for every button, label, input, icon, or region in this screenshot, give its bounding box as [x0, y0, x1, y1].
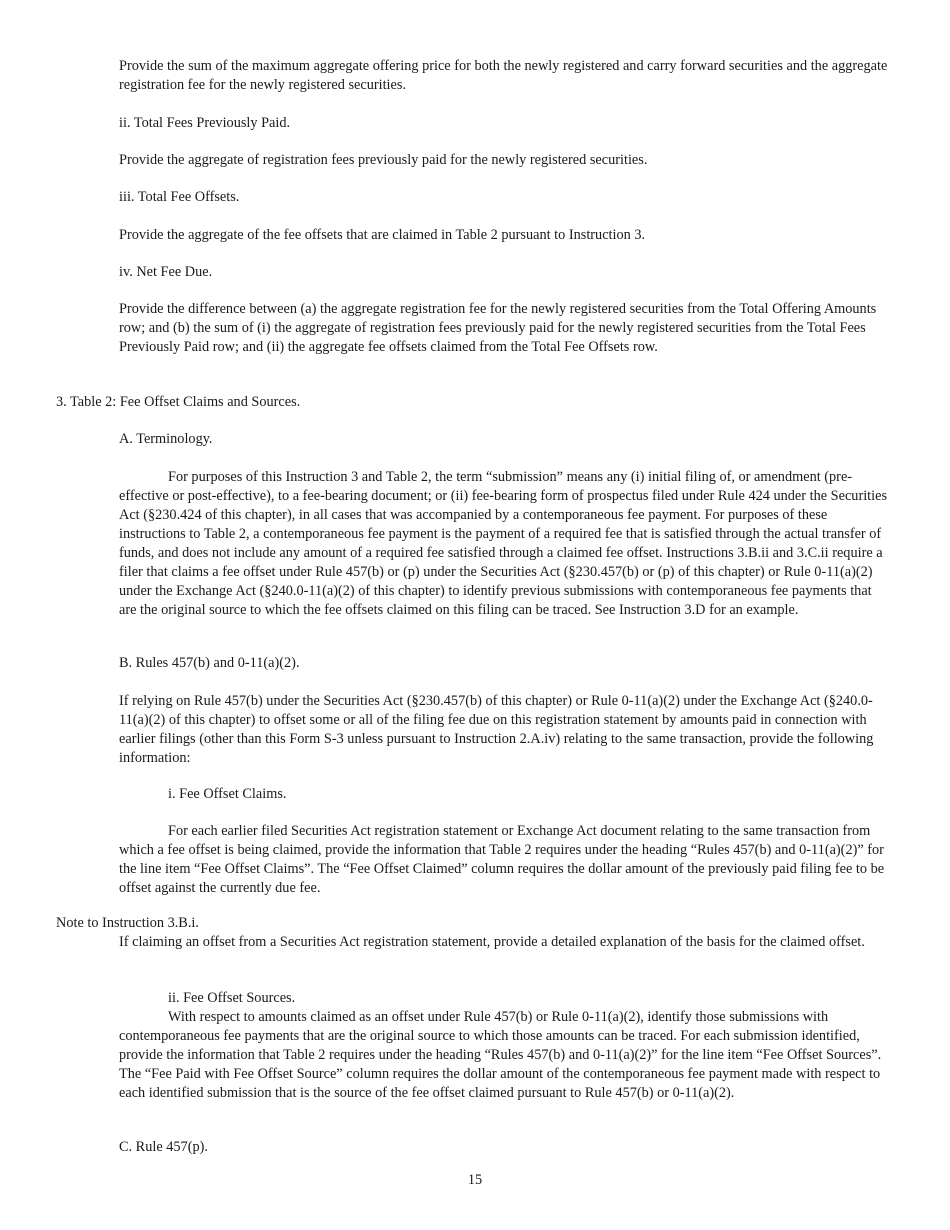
item-ii-description: Provide the aggregate of registration fees previously paid for the newly registered securities. — [119, 152, 648, 168]
section-c-heading: C. Rule 457(p). — [119, 1139, 208, 1155]
item-ii-heading: ii. Total Fees Previously Paid. — [119, 115, 291, 131]
section-b-ii-heading: ii. Fee Offset Sources. — [168, 990, 296, 1006]
section-b-heading: B. Rules 457(b) and 0-11(a)(2). — [119, 655, 300, 671]
section-b-ii-body: With respect to amounts claimed as an offset under Rule 457(b) or Rule 0-11(a)(2), identify those submissions with contemporaneous fee payments that are the original source to which those amounts can be traced. For each submission identified, provide the information that Table 2 requires under the heading “Rules 457(b) and 0-11(a)(2)” for the line item “Fee Offset Sources”. The “Fee Paid with Fee Offset Source” column requires the dollar amount of the contemporaneous fee payment made with respect to each identified submission that is the source of the fee offset claimed pursuant to Rule 457(b) or 0-11(a)(2). — [119, 1009, 882, 1101]
total-offering-description: Provide the sum of the maximum aggregate offering price for both the newly registered and carry forward securities and the aggregate registration fee for the newly registered securities. — [119, 58, 888, 93]
section-3-heading: 3. Table 2: Fee Offset Claims and Sources. — [56, 394, 301, 410]
page-number: 15 — [467, 1172, 483, 1188]
item-iii-heading: iii. Total Fee Offsets. — [119, 189, 240, 205]
section-a-heading: A. Terminology. — [119, 431, 213, 447]
item-iv-description: Provide the difference between (a) the aggregate registration fee for the newly registered securities from the Total Offering Amounts row; and (b) the sum of (i) the aggregate of registration fees previously paid for the newly registered securities from the Total Fees Previously Paid row; and (ii) the aggregate fee offsets claimed from the Total Fee Offsets row. — [119, 301, 877, 355]
item-iv-heading: iv. Net Fee Due. — [119, 264, 213, 280]
section-b-i-heading: i. Fee Offset Claims. — [168, 786, 287, 802]
note-body: If claiming an offset from a Securities Act registration statement, provide a detailed explanation of the basis for the claimed offset. — [119, 934, 865, 950]
section-b-i-body: For each earlier filed Securities Act registration statement or Exchange Act document relating to the same transaction from which a fee offset is being claimed, provide the information that Table 2 requires under the heading “Rules 457(b) and 0-11(a)(2)” for the line item “Fee Offset Claims”. The “Fee Offset Claimed” column requires the dollar amount of the previously paid filing fee to be offset against the currently due fee. — [119, 823, 885, 896]
section-b-body: If relying on Rule 457(b) under the Securities Act (§230.457(b) of this chapter) or Rule 0-11(a)(2) under the Exchange Act (§240.0-11(a)(2) of this chapter) to offset some or all of the filing fee due on this registration statement by amounts paid in connection with earlier filings (other than this Form S-3 unless pursuant to Instruction 2.A.iv) relating to the same transaction, provide the following information: — [119, 693, 874, 766]
section-a-body: For purposes of this Instruction 3 and Table 2, the term “submission” means any (i) initial filing of, or amendment (pre-effective or post-effective), to a fee-bearing document; or (ii) fee-bearing form of prospectus filed under Rule 424 under the Securities Act (§230.424 of this chapter), in all cases that was accompanied by a contemporaneous fee payment. For purposes of these instructions to Table 2, a contemporaneous fee payment is the payment of a required fee that is satisfied through the actual transfer of funds, and does not include any amount of a required fee satisfied through a claimed fee offset. Instructions 3.B.ii and 3.C.ii require a filer that claims a fee offset under Rule 457(b) or (p) under the Securities Act (§230.457(b) or (p) of this chapter) or Rule 0-11(a)(2) under the Exchange Act (§240.0-11(a)(2) of this chapter) to identify previous submissions with contemporaneous fee payments that are the original source to which the fee offsets claimed on this filing can be traced. See Instruction 3.D for an example. — [119, 469, 888, 618]
note-heading: Note to Instruction 3.B.i. — [56, 915, 199, 931]
item-iii-description: Provide the aggregate of the fee offsets that are claimed in Table 2 pursuant to Instruction 3. — [119, 227, 646, 243]
